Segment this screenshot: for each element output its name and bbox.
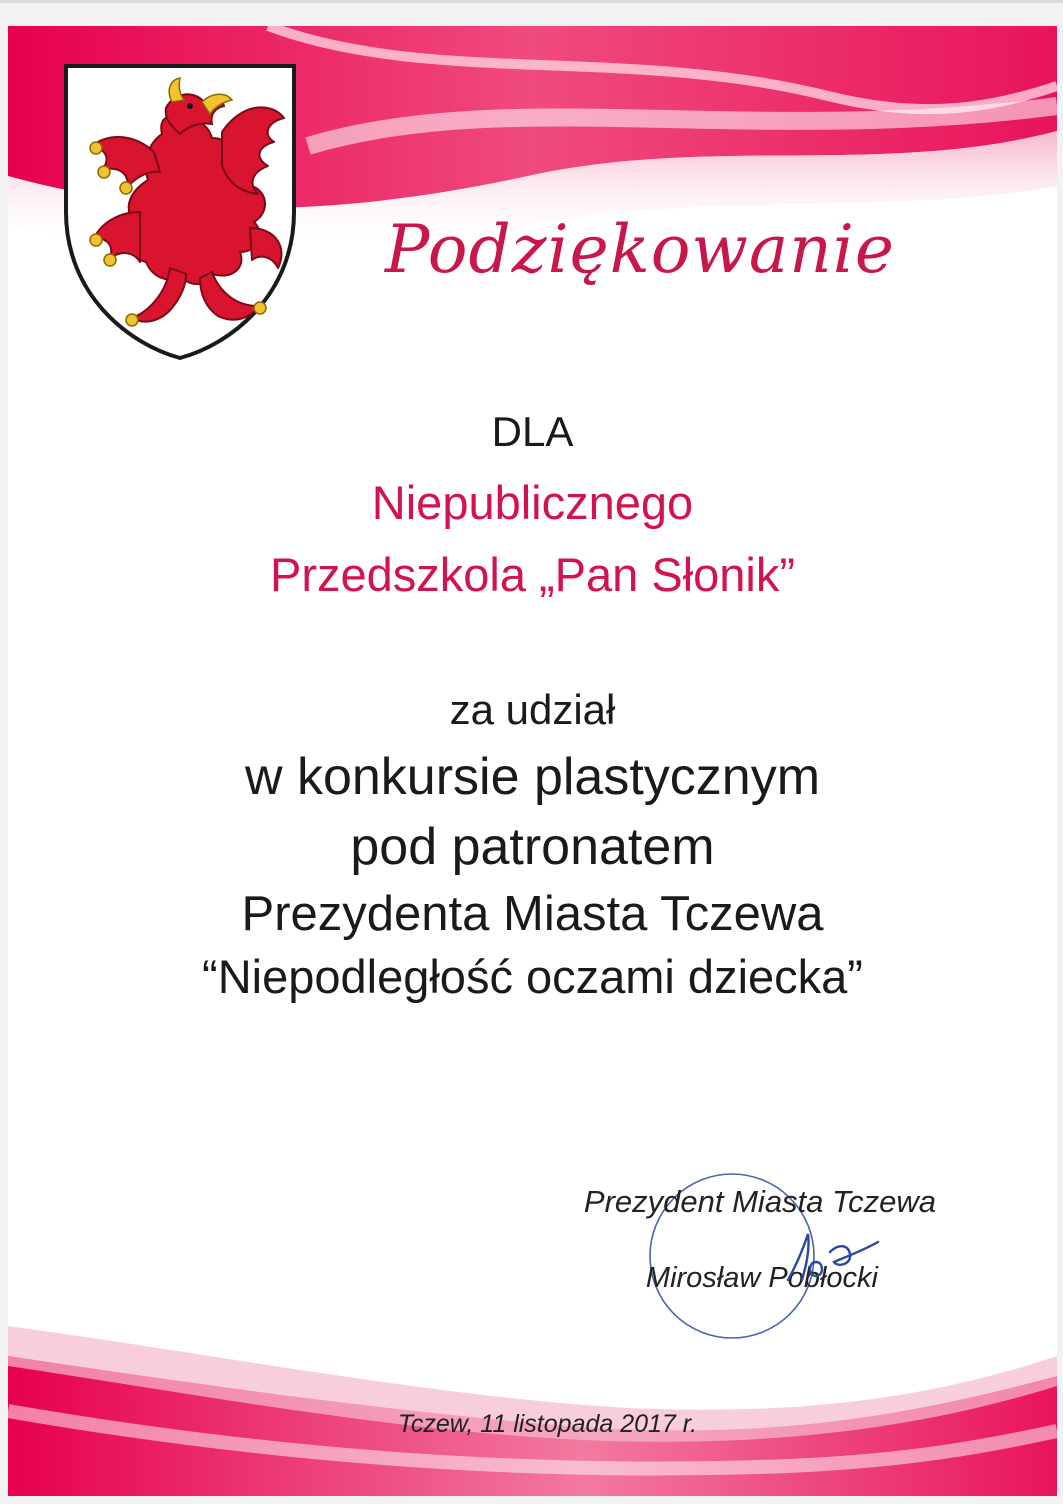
- recipient-line-1: Niepublicznego: [371, 476, 694, 529]
- signatory-name: Mirosław Pobłocki: [645, 1262, 878, 1294]
- certificate-page: [8, 26, 1057, 1496]
- handwritten-signature: [778, 1222, 888, 1292]
- contest-title: “Niepodległość oczami dziecka”: [202, 950, 863, 1003]
- body-line-4: Prezydenta Miasta Tczewa: [241, 887, 824, 941]
- scan-top-rule: [0, 0, 1063, 3]
- body-line-2: w konkursie plastycznym: [244, 748, 821, 806]
- signatory-title: Prezydent Miasta Tczewa: [583, 1184, 936, 1219]
- pomeranian-griffin-crest-icon: [62, 62, 298, 362]
- certificate-title: Podziękowanie: [385, 211, 895, 288]
- recipient-line-2: Przedszkola „Pan Słonik”: [269, 548, 796, 601]
- issue-date: Tczew, 11 listopada 2017 r.: [397, 1410, 698, 1438]
- bottom-wave-decoration: [8, 1316, 1057, 1496]
- for-label: DLA: [491, 408, 574, 455]
- body-line-1: za udział: [449, 686, 616, 733]
- body-line-3: pod patronatem: [350, 818, 715, 876]
